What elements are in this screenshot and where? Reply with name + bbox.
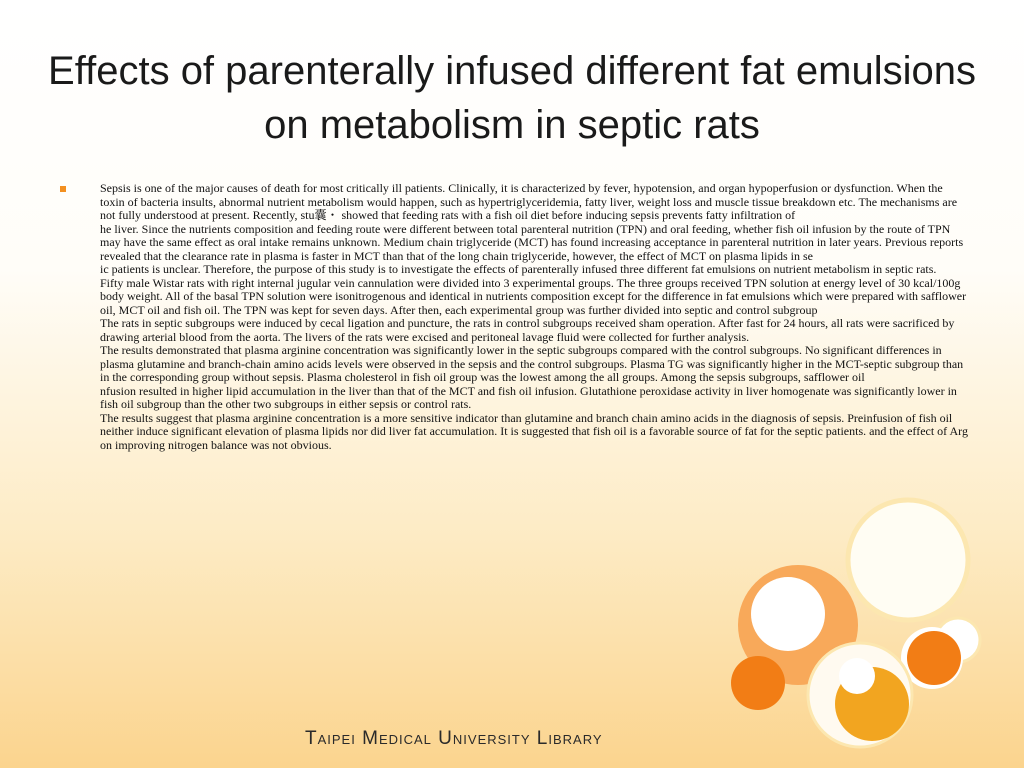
decor-circle <box>907 631 961 685</box>
footer-library-name: Taipei Medical University Library <box>305 728 603 749</box>
decor-circle <box>808 643 912 747</box>
bullet-square-icon <box>60 186 66 192</box>
decor-circle <box>936 618 980 662</box>
slide-title: Effects of parenterally infused different fat emulsions on metabolism in septic rats <box>48 49 976 147</box>
decor-circle <box>751 577 825 651</box>
paragraph: Sepsis is one of the major causes of death for most critically ill patients. Clinically, it is characterized by fever, hypotension, and organ hypoperfusion or dysfunction. When the toxin of bacteria insults, abnormal nutrient metabolism would happen, such as hypertriglyceridemia, fatty liver, weight loss and muscle tissue breakdown etc. The mechanisms are not fully understood at present. Recently, stu囊・ showed that feeding rats with a fish oil diet before inducing sepsis prevents fatty infiltration of <box>100 181 958 222</box>
paragraph: ic patients is unclear. Therefore, the purpose of this study is to investigate the effects of parenterally infused three different fat emulsions on nutrient metabolism in septic rats. <box>100 262 937 276</box>
decor-circle <box>731 656 785 710</box>
decor-circle <box>848 500 968 620</box>
decor-circle <box>901 627 963 689</box>
paragraph: Fifty male Wistar rats with right internal jugular vein cannulation were divided into 3 experimental groups. The three groups received TPN solution at energy level of 30 kcal/100g body weight. All of the basal TPN solution were isonitrogenous and identical in nutrients composition except for the difference in fat emulsions which were prepared with safflower oil, MCT oil and fish oil. The TPN was kept for seven days. After then, each experimental group was further divided into septic and control subgroup <box>100 275 967 317</box>
paragraph: The results suggest that plasma arginine concentration is a more sensitive indicator than glutamine and branch chain amino acids in the diagnosis of sepsis. Preinfusion of fish oil neither induce significant elevation of plasma lipids nor did liver fat accumulation. It is suggested that fish oil is a favorable source of fat for the septic patients. and the effect of Arg on improving nitrogen balance was not obvious. <box>100 410 968 452</box>
abstract-text <box>100 182 970 452</box>
decor-circle <box>835 667 909 741</box>
paragraph: nfusion resulted in higher lipid accumulation in the liver than that of the MCT and fish oil infusion. Glutathione peroxidase activity in liver homogenate was significantly lower in fish oil subgroup than the other two subgroups in either sepsis or control rats. <box>100 383 957 411</box>
paragraph: The rats in septic subgroups were induced by cecal ligation and puncture, the rats in control subgroups received sham operation. After fast for 24 hours, all rats were sacrificed by drawing arterial blood from the aorta. The livers of the rats were excised and peritoneal lavage fluid were collected for further analysis. <box>100 316 955 344</box>
decor-circle <box>738 565 858 685</box>
decor-circle <box>839 658 875 694</box>
paragraph: he liver. Since the nutrients composition and feeding route were different between total parenteral nutrition (TPN) and oral feeding, whether fish oil infusion by the route of TPN may have the same effect as oral intake remains unknown. Medium chain triglyceride (MCT) has found increasing acceptance in parenteral nutrition in later years. Previous reports revealed that the clearance rate in plasma is faster in MCT than that of the long chain triglyceride, however, the effect of MCT on plasma lipids in se <box>100 221 964 263</box>
body-text-block <box>60 182 970 452</box>
paragraph: The results demonstrated that plasma arginine concentration was significantly lower in the septic subgroups compared with the control subgroups. No significant differences in plasma glutamine and branch-chain amino acids levels were observed in the sepsis and the control subgroups. Plasma TG was significantly higher in the MCT-septic subgroup than in the corresponding group without sepsis. Plasma cholesterol in fish oil group was the lowest among the all groups. Among the sepsis subgroups, safflower oil <box>100 343 964 384</box>
